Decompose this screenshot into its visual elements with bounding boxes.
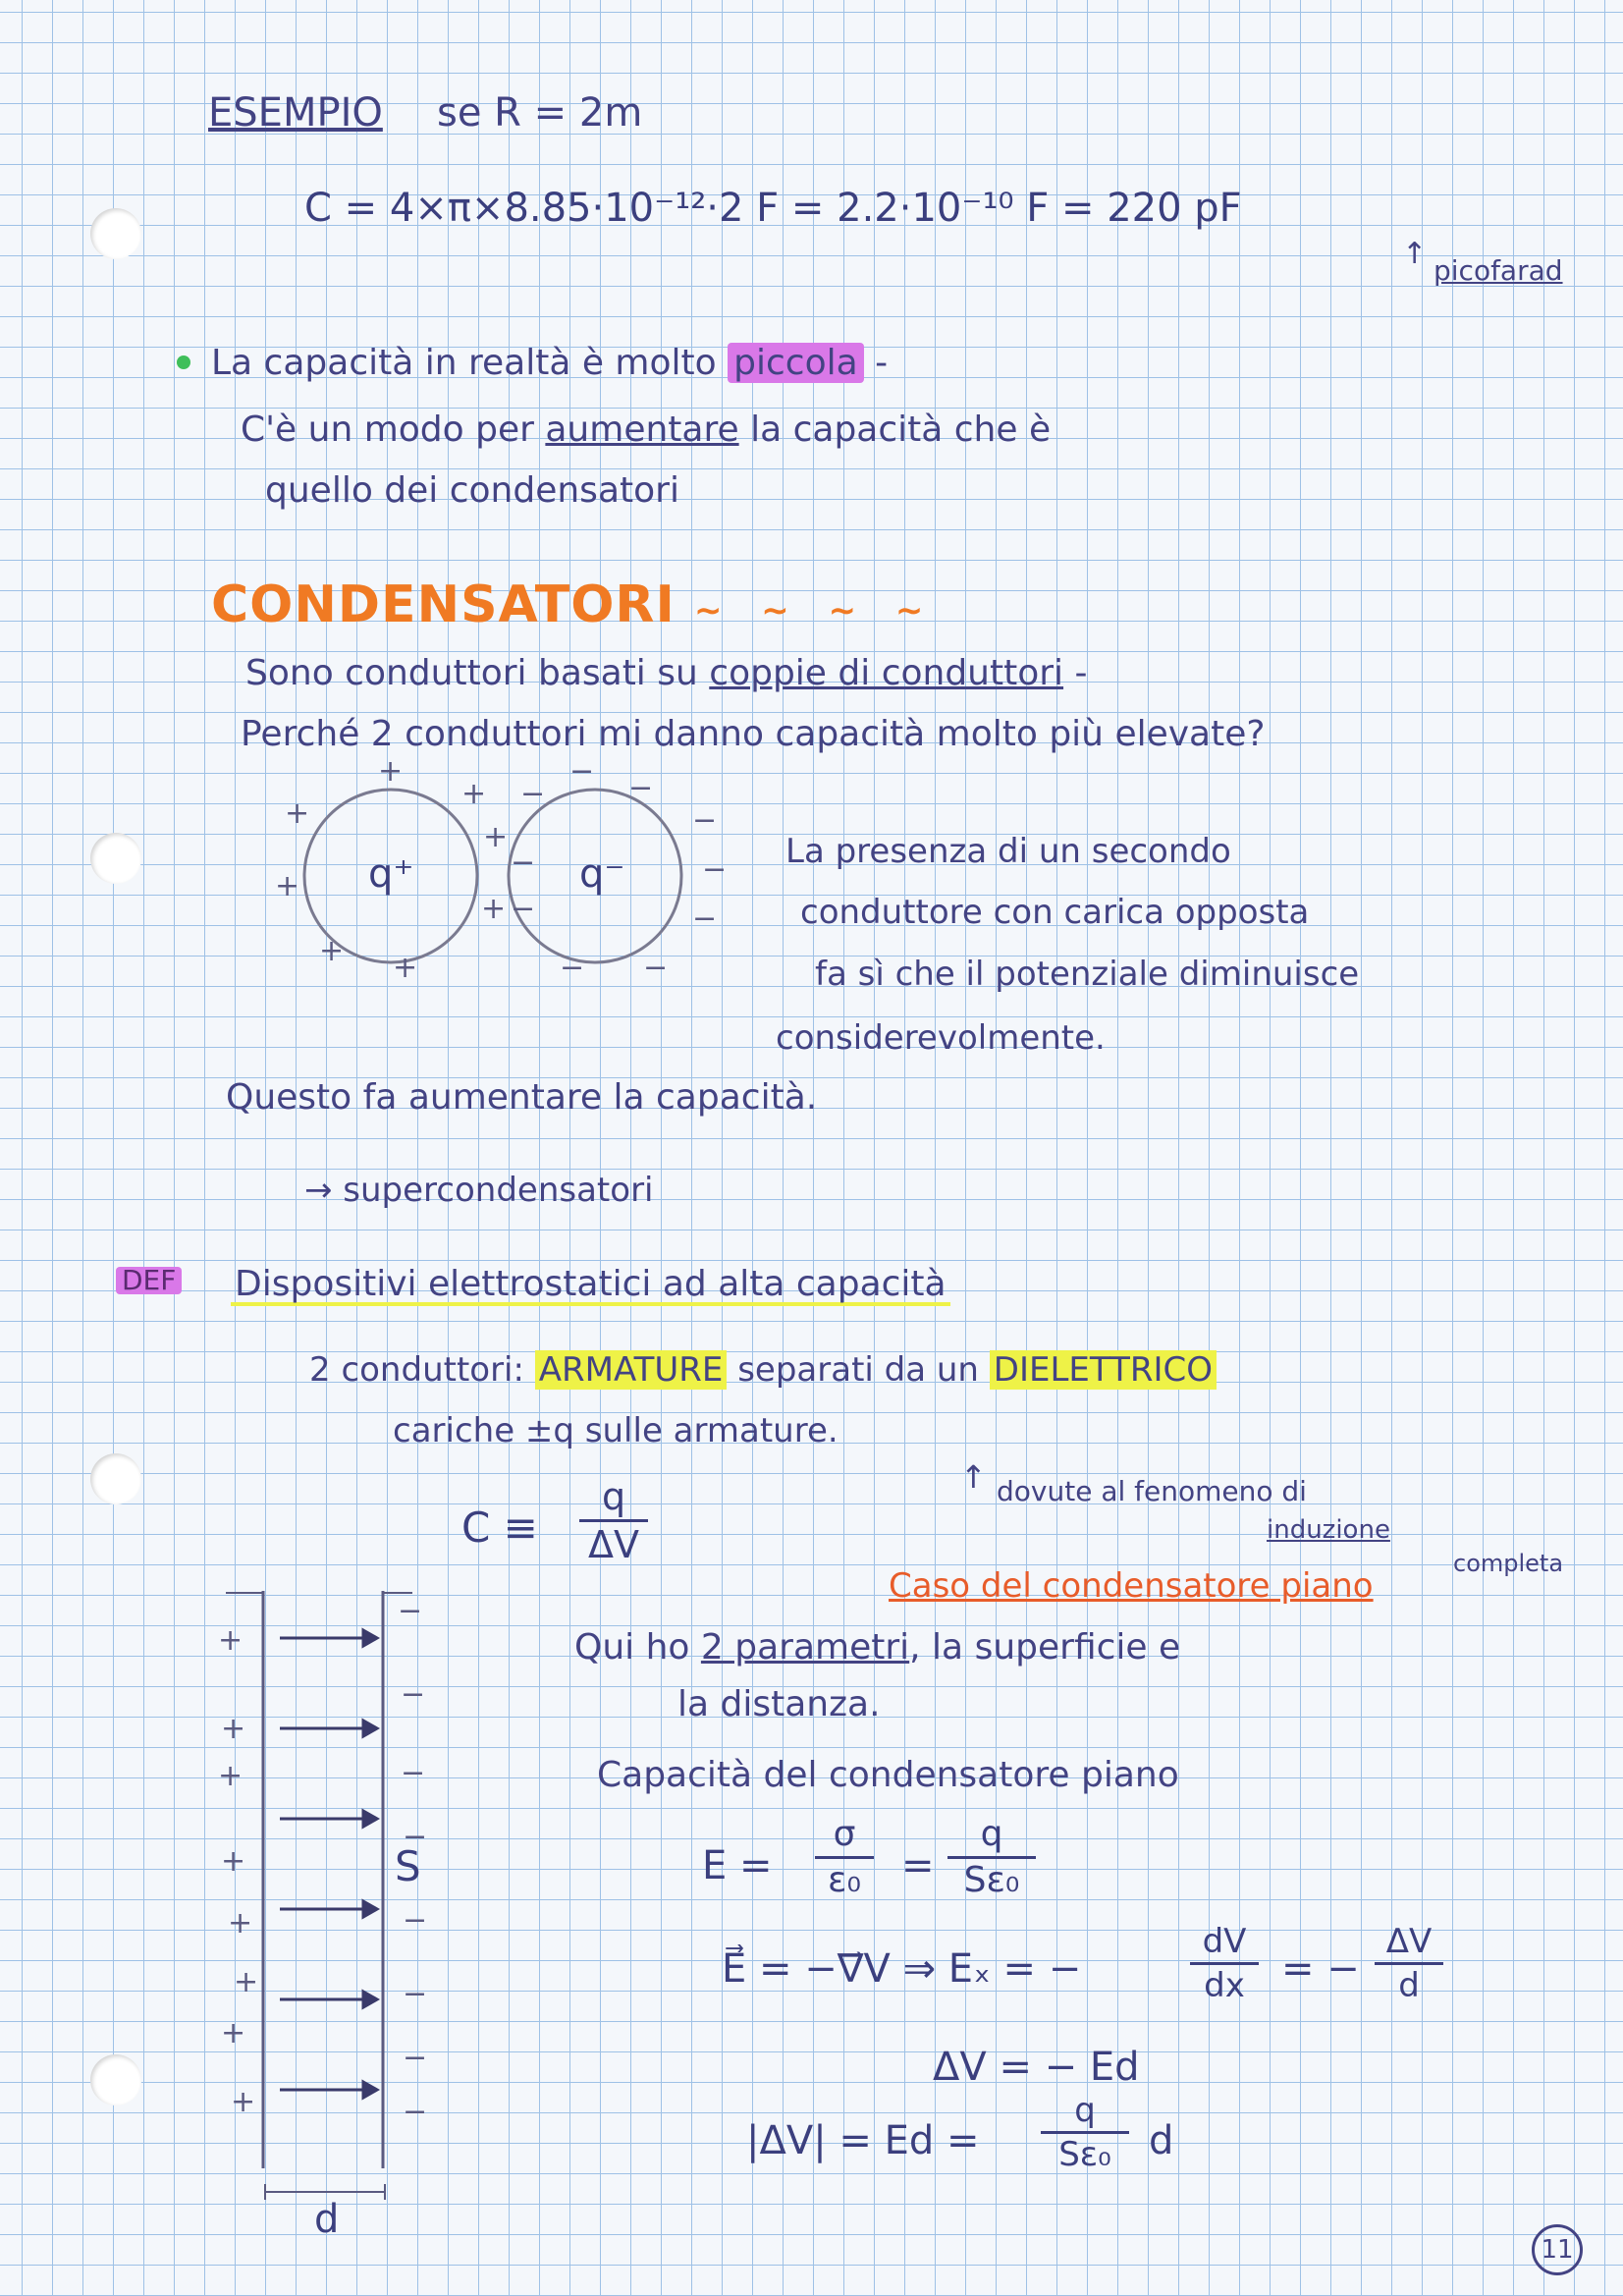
svg-text:−: −: [403, 2041, 428, 2075]
example-formula: C = 4×π×8.85·10⁻¹²·2 F = 2.2·10⁻¹⁰ F = 220 pF: [304, 186, 1242, 231]
svg-text:−: −: [401, 1677, 426, 1712]
abs-num: q: [1074, 2091, 1096, 2130]
e-frac-2-den: Sε₀: [963, 1860, 1020, 1900]
sphere-explanation-1: La presenza di un secondo: [785, 832, 1231, 871]
svg-text:+: +: [218, 1623, 243, 1658]
def-line-2-a: 2 conduttori:: [309, 1350, 524, 1390]
example-label: ESEMPIO: [208, 90, 383, 136]
intro-highlight: piccola: [728, 343, 864, 383]
gradient-num-1: dV: [1202, 1922, 1247, 1961]
surface-label: S: [395, 1842, 421, 1890]
gradient-num-2: ΔV: [1385, 1922, 1433, 1961]
svg-text:−: −: [511, 892, 536, 926]
sphere-explanation-4: considerevolmente.: [776, 1018, 1106, 1058]
svg-text:+: +: [378, 754, 404, 789]
svg-text:−: −: [403, 2095, 428, 2129]
supercondensatori: → supercondensatori: [304, 1171, 654, 1210]
svg-text:−: −: [403, 1977, 428, 2011]
svg-text:−: −: [692, 803, 718, 838]
c-def-den: ΔV: [588, 1523, 639, 1566]
definition-line-1-b: coppie di conduttori: [709, 653, 1064, 693]
params-d: la distanza.: [677, 1684, 881, 1724]
svg-text:+: +: [285, 796, 310, 831]
gradient-bar-1: [1190, 1962, 1259, 1965]
page-number: 11: [1532, 2224, 1583, 2275]
definition-dash: -: [1074, 653, 1088, 693]
gradient-bar-2: [1375, 1962, 1443, 1965]
abs-delta-v-formula: |ΔV| = Ed =: [746, 2118, 980, 2163]
intro-line-2-c: la capacità che è: [750, 410, 1052, 450]
intro-dash: -: [875, 343, 889, 383]
intro-line-3: quello dei condensatori: [265, 470, 679, 511]
delta-v-formula: ΔV = − Ed: [933, 2045, 1140, 2090]
e-frac-1: [815, 1814, 874, 1900]
gradient-den-1: dx: [1204, 1966, 1245, 2005]
params-c: , la superficie e: [909, 1627, 1181, 1667]
c-def-num: q: [601, 1475, 626, 1518]
svg-text:+: +: [221, 2016, 246, 2050]
definition-line-2: Perché 2 conduttori mi danno capacità molto più elevate?: [241, 714, 1266, 754]
svg-text:+: +: [228, 1906, 253, 1941]
note-line-1: dovute al fenomeno di: [997, 1475, 1307, 1507]
def-tag: DEF: [116, 1267, 182, 1294]
svg-text:−: −: [403, 1903, 428, 1938]
svg-text:+: +: [231, 2085, 256, 2119]
capacity-heading: Capacità del condensatore piano: [597, 1755, 1179, 1795]
svg-text:+: +: [481, 892, 507, 926]
svg-text:−: −: [643, 951, 669, 985]
svg-text:−: −: [628, 771, 654, 805]
svg-text:−: −: [692, 902, 718, 936]
svg-text:−: −: [403, 1820, 428, 1854]
svg-text:−: −: [520, 777, 546, 811]
right-sphere-charge: q⁻: [579, 851, 625, 897]
params-b: 2 parametri: [700, 1627, 910, 1667]
abs-bar: [1041, 2131, 1129, 2134]
e-frac-2-bar: [947, 1856, 1036, 1859]
svg-text:+: +: [461, 777, 487, 811]
armature-label: ARMATURE: [535, 1350, 728, 1390]
svg-text:+: +: [275, 869, 300, 903]
abs-tail: d: [1149, 2118, 1174, 2163]
distance-label: d: [314, 2197, 340, 2242]
e-frac-2: [947, 1814, 1036, 1900]
field-arrows: [280, 1630, 377, 2098]
svg-text:−: −: [569, 754, 595, 789]
gradient-den-2: d: [1398, 1966, 1420, 2005]
e-frac-1-den: ε₀: [828, 1860, 861, 1900]
abs-frac: [1041, 2091, 1129, 2174]
dielettrico-label: DIELETTRICO: [990, 1350, 1217, 1390]
svg-text:−: −: [560, 951, 585, 985]
left-sphere-charge: q⁺: [368, 851, 414, 897]
params-a: Qui ho: [574, 1627, 690, 1667]
note-arrow-icon: ↑: [960, 1458, 987, 1496]
gradient-frac-1: [1190, 1922, 1259, 2005]
e-formula-lhs: E =: [702, 1843, 773, 1888]
intro-line-2-b: aumentare: [545, 410, 739, 450]
svg-text:+: +: [221, 1844, 246, 1879]
note-line-3: completa: [1453, 1550, 1564, 1577]
gradient-frac-2: [1375, 1922, 1443, 2005]
c-def-lhs: C ≡: [461, 1503, 538, 1552]
svg-text:+: +: [319, 934, 345, 968]
def-line-2-b: separati da un: [737, 1350, 979, 1390]
svg-text:+: +: [221, 1712, 246, 1746]
plane-capacitor-title: Caso del condensatore piano: [889, 1566, 1374, 1606]
svg-text:−: −: [511, 846, 536, 880]
abs-den: Sε₀: [1058, 2135, 1111, 2174]
picofarad-note: picofarad: [1434, 254, 1563, 287]
def-text: Dispositivi elettrostatici ad alta capacità: [231, 1267, 950, 1306]
gradient-eq-2: = −: [1281, 1946, 1360, 1992]
capacity-increase: Questo fa aumentare la capacità.: [226, 1077, 818, 1118]
def-line-3: cariche ±q sulle armature.: [393, 1411, 839, 1450]
svg-text:−: −: [401, 1756, 426, 1790]
svg-text:+: +: [234, 1965, 259, 1999]
intro-line-1-text: La capacità in realtà è molto: [211, 343, 717, 383]
svg-text:−: −: [398, 1594, 423, 1628]
gradient-formula: E⃗ = −∇⃗V ⇒ Eₓ = −: [722, 1946, 1082, 1992]
definition-line-1-a: Sono conduttori basati su: [245, 653, 698, 693]
section-title-text: CONDENSATORI: [211, 575, 676, 634]
sphere-explanation-2: conduttore con carica opposta: [800, 893, 1310, 932]
e-formula-eq: =: [901, 1843, 935, 1888]
svg-text:+: +: [218, 1759, 243, 1793]
section-title-squiggle: ∼ ∼ ∼ ∼: [693, 591, 938, 630]
svg-text:−: −: [702, 852, 728, 887]
example-condition: se R = 2m: [437, 90, 643, 136]
sphere-explanation-3: fa sì che il potenziale diminuisce: [815, 955, 1360, 994]
svg-text:+: +: [393, 951, 418, 985]
intro-line-2-a: C'è un modo per: [241, 410, 534, 450]
e-frac-2-num: q: [980, 1814, 1003, 1854]
pf-arrow-icon: ↑: [1402, 237, 1428, 271]
svg-text:+: +: [483, 820, 509, 854]
e-frac-1-bar: [815, 1856, 874, 1859]
note-line-2: induzione: [1267, 1515, 1390, 1545]
e-frac-1-num: σ: [833, 1814, 856, 1854]
